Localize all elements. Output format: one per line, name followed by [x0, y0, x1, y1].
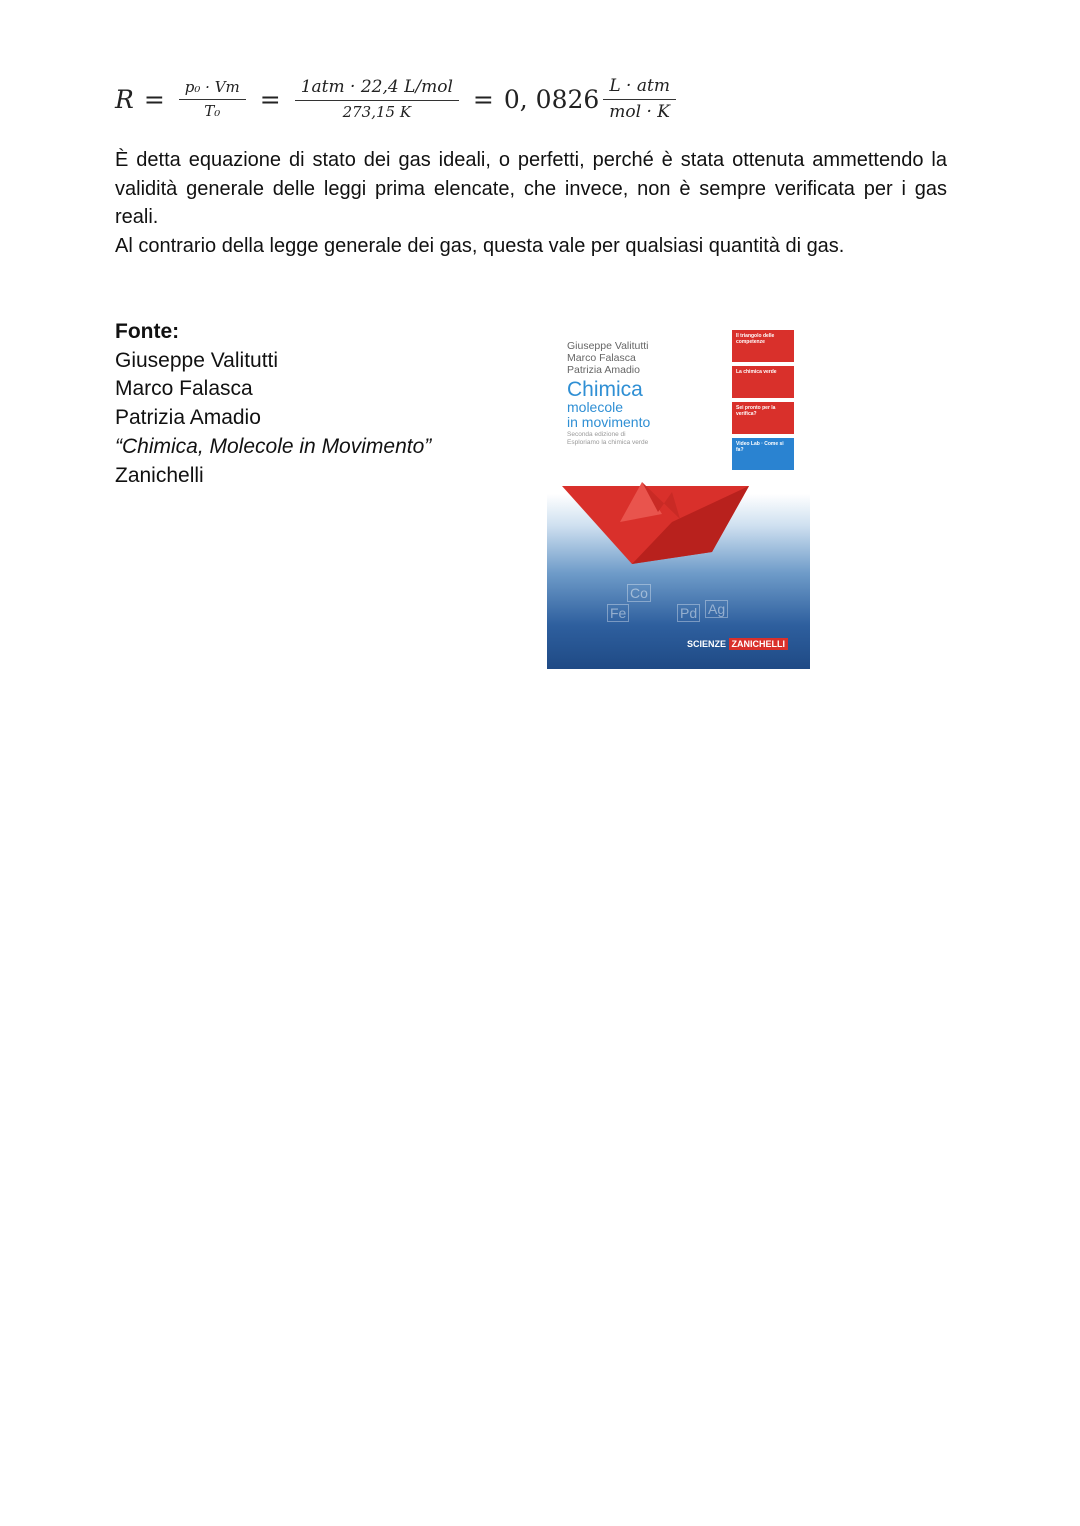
cover-tile: Video Lab · Come si fa?	[732, 438, 794, 470]
cover-brand	[687, 639, 788, 649]
cover-tile: Sei pronto per la verifica?	[732, 402, 794, 434]
source-book-title: “Chimica, Molecole in Movimento”	[115, 434, 432, 458]
equals-sign: =	[143, 84, 165, 114]
cover-subtitle-line: molecole	[567, 399, 624, 415]
unit-denominator: mol · K	[609, 101, 671, 122]
cover-edition-line: Esploriamo la chimica verde	[567, 439, 649, 446]
cover-element-symbol: Ag	[705, 600, 728, 618]
fraction-numerator: p₀ · Vm	[179, 79, 246, 100]
cover-author: Marco Falasca	[567, 352, 636, 364]
cover-subtitle	[567, 400, 650, 430]
explanation-paragraph	[115, 146, 947, 261]
cover-brand-zanichelli: ZANICHELLI	[729, 638, 789, 650]
source-section	[115, 318, 431, 490]
cover-author: Giuseppe Valitutti	[567, 340, 649, 352]
unit-numerator: L · atm	[603, 77, 676, 100]
formula-lhs: R	[115, 84, 134, 114]
cover-edition	[567, 431, 648, 447]
cover-edition-line: Seconda edizione di	[567, 431, 626, 438]
source-author: Giuseppe Valitutti	[115, 348, 279, 372]
unit-fraction	[603, 77, 676, 121]
cover-tile: La chimica verde	[732, 366, 794, 398]
paper-boat-icon	[562, 474, 752, 574]
cover-authors	[567, 340, 649, 376]
book-cover-image	[547, 314, 810, 669]
source-author: Patrizia Amadio	[115, 406, 261, 430]
source-heading: Fonte:	[115, 320, 180, 343]
equals-sign: =	[259, 84, 281, 114]
fraction-denominator: T₀	[204, 101, 221, 120]
cover-tile: Il triangolo delle competenze	[732, 330, 794, 362]
explanation-text-2: Al contrario della legge generale dei gas, questa vale per qualsiasi quantità di gas.	[115, 235, 845, 258]
source-author: Marco Falasca	[115, 377, 253, 401]
cover-element-symbol: Co	[627, 584, 651, 602]
cover-brand-scienze: SCIENZE	[687, 639, 727, 649]
cover-title: Chimica	[567, 378, 643, 401]
gas-constant-formula	[115, 64, 680, 134]
cover-element-symbol: Pd	[677, 604, 700, 622]
equals-sign: =	[472, 84, 494, 114]
cover-subtitle-line: in movimento	[567, 414, 651, 430]
cover-author: Patrizia Amadio	[567, 364, 640, 376]
fraction-numerator: 1atm · 22,4 L/mol	[295, 78, 459, 101]
fraction-pv-over-t	[179, 79, 246, 119]
fraction-values	[295, 78, 459, 120]
fraction-denominator: 273,15 K	[342, 102, 412, 121]
constant-value: 0, 0826	[503, 84, 600, 114]
source-publisher: Zanichelli	[115, 463, 204, 487]
cover-element-symbol: Fe	[607, 604, 629, 622]
explanation-text: È detta equazione di stato dei gas ideali, o perfetti, perché è stata ottenuta ammettendo la validità generale delle leggi prima elencate, che invece, non è sempre verificata per i gas reali.	[115, 149, 947, 229]
